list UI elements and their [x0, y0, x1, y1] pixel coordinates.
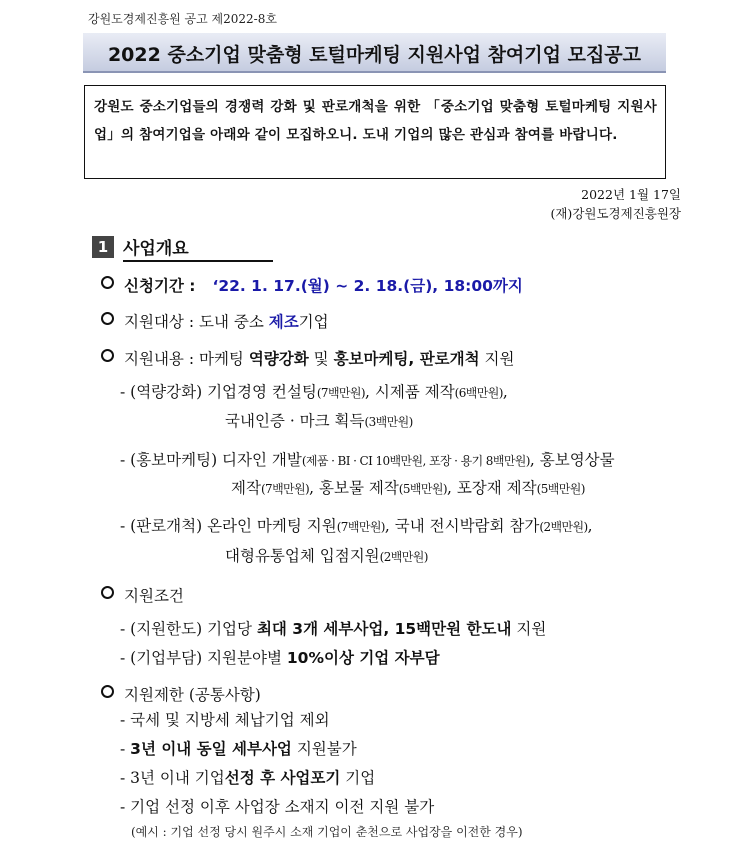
target-label: 지원대상 : 도내 중소 [124, 313, 269, 331]
issuer-org: (재)강원도경제진흥원장 [550, 206, 681, 221]
content-text-2: 지원 [479, 350, 515, 368]
period-label: 신청기간 : [124, 277, 196, 295]
text: , [502, 383, 508, 401]
text: , 홍보영상물 [529, 451, 615, 469]
capacity-line-2 [225, 409, 413, 431]
restriction-3 [120, 766, 375, 788]
conditions-row [101, 584, 184, 606]
sales-line-1 [120, 514, 593, 536]
circle-bullet-icon [101, 586, 114, 599]
text: 제작 [231, 479, 261, 497]
text: - (홍보마케팅) 디자인 개발 [120, 451, 302, 469]
text: , 시제품 제작 [365, 383, 455, 401]
text: - (지원한도) 기업당 [120, 620, 257, 638]
restriction-1: - 국세 및 지방세 체납기업 제외 [120, 711, 330, 729]
amount: (7백만원) [336, 520, 385, 534]
pr-line-2 [231, 476, 585, 498]
text: - (기업부담) 지원분야별 [120, 649, 287, 667]
intro-box: 강원도 중소기업들의 경쟁력 강화 및 판로개척을 위한 「중소기업 맞춤형 토털마케팅 지원사업」의 참여기업을 아래와 같이 모집하오니. 도내 기업의 많은 관심과 참여를 바랍니다. [84, 85, 666, 179]
section-number: 1 [92, 236, 114, 258]
conditions-label: 지원조건 [124, 587, 184, 605]
restriction-2 [120, 737, 357, 759]
text: 국내인증 · 마크 획득 [225, 412, 365, 430]
condition-limit [120, 617, 546, 639]
restrictions-label: 지원제한 (공통사항) [124, 686, 261, 704]
circle-bullet-icon [101, 276, 114, 289]
text: 지원 [511, 620, 547, 638]
notice-number: 강원도경제진흥원 공고 제2022-8호 [88, 12, 277, 26]
bold-text: 3년 이내 동일 세부사업 [130, 740, 292, 758]
text: - (역량강화) 기업경영 컨설팅 [120, 383, 317, 401]
amount: (7백만원) [316, 386, 366, 400]
circle-bullet-icon [101, 685, 114, 698]
target-bold: 제조 [268, 313, 299, 331]
text: , 국내 전시박람회 참가 [384, 517, 540, 535]
bold-text: 10%이상 기업 자부담 [286, 649, 440, 667]
amount: (2백만원) [539, 520, 588, 534]
text: 지원불가 [291, 740, 357, 758]
capacity-line-1 [120, 380, 508, 402]
content-bold-1: 역량강화 [248, 350, 309, 368]
pr-line-1 [120, 448, 615, 470]
restriction-4: - 기업 선정 이후 사업장 소재지 이전 지원 불가 [120, 798, 435, 816]
text: - (판로개척) 온라인 마케팅 지원 [120, 517, 337, 535]
amount: (5백만원) [398, 482, 447, 496]
target-suffix: 기업 [298, 313, 329, 331]
text: - [120, 740, 131, 758]
amount: (7백만원) [260, 482, 310, 496]
target-row [101, 310, 329, 332]
text: , 포장재 제작 [446, 479, 537, 497]
sales-line-2 [225, 544, 428, 566]
circle-bullet-icon [101, 349, 114, 362]
section-title: 사업개요 [123, 234, 273, 262]
notice-date: 2022년 1월 17일 [581, 187, 681, 202]
amount: (5백만원) [536, 482, 585, 496]
restriction-example: (예시 : 기업 선정 당시 원주시 소재 기업이 춘천으로 사업장을 이전한 경우) [131, 825, 523, 839]
page-title: 2022 중소기업 맞춤형 토털마케팅 지원사업 참여기업 모집공고 [107, 44, 642, 66]
text: 기업 [340, 769, 376, 787]
bold-text: 최대 3개 세부사업, 15백만원 한도내 [256, 620, 512, 638]
amount: (3백만원) [364, 415, 413, 429]
text: , 홍보물 제작 [309, 479, 399, 497]
condition-burden [120, 646, 440, 668]
text: - 3년 이내 기업 [120, 769, 225, 787]
content-label: 지원내용 : 마케팅 [124, 350, 249, 368]
period-value: ‘22. 1. 17.(월) ~ 2. 18.(금), 18:00까지 [212, 277, 523, 295]
text: 대형유통업체 입점지원 [225, 547, 380, 565]
period-row [101, 274, 523, 296]
circle-bullet-icon [101, 312, 114, 325]
bold-text: 선정 후 사업포기 [224, 769, 341, 787]
amount: (6백만원) [454, 386, 503, 400]
content-row [101, 347, 514, 369]
content-bold-2: 홍보마케팅, 판로개척 [333, 350, 480, 368]
restrictions-row [101, 683, 261, 705]
content-text-1: 및 [308, 350, 334, 368]
text: , [587, 517, 593, 535]
amount: (2백만원) [379, 550, 428, 564]
amount: (제품 · BI · CI 10백만원, 포장 · 용기 8백만원) [301, 454, 530, 468]
